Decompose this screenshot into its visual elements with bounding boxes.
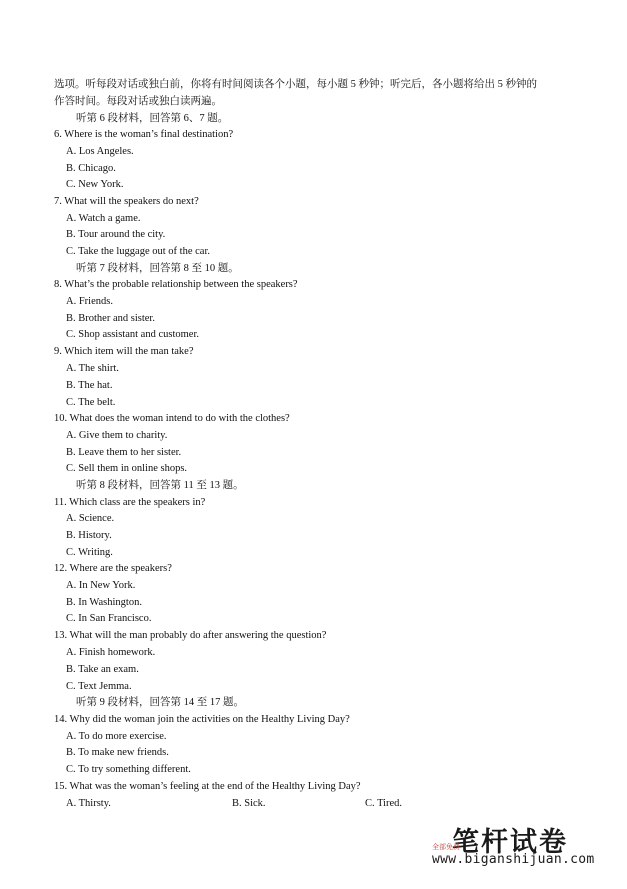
question-12-option-a: A. In New York. (66, 580, 136, 591)
question-11-option-c: C. Writing. (66, 547, 113, 558)
question-10-option-b: B. Leave them to her sister. (66, 447, 182, 458)
question-11-option-a: A. Science. (66, 513, 115, 524)
question-9-stem: 9. Which item will the man take? (54, 346, 194, 357)
question-13-stem: 13. What will the man probably do after answering the question? (54, 630, 327, 641)
question-15-stem: 15. What was the woman’s feeling at the end of the Healthy Living Day? (54, 781, 361, 792)
question-10-option-a: A. Give them to charity. (66, 430, 168, 441)
question-6-option-c: C. New York. (66, 179, 124, 190)
question-8-option-b: B. Brother and sister. (66, 313, 155, 324)
question-7-stem: 7. What will the speakers do next? (54, 196, 199, 207)
question-13-option-a: A. Finish homework. (66, 647, 156, 658)
question-13-option-b: B. Take an exam. (66, 664, 139, 675)
question-14-option-b: B. To make new friends. (66, 747, 169, 758)
section-heading-8: 听第 8 段材料，回答第 11 至 13 题。 (76, 480, 244, 491)
question-14-option-a: A. To do more exercise. (66, 731, 167, 742)
question-12-stem: 12. Where are the speakers? (54, 563, 172, 574)
question-8-stem: 8. What’s the probable relationship between the speakers? (54, 279, 298, 290)
question-9-option-c: C. The belt. (66, 397, 116, 408)
watermark-title: 笔杆试卷 (452, 827, 568, 858)
question-14-stem: 14. Why did the woman join the activities on the Healthy Living Day? (54, 714, 350, 725)
question-10-option-c: C. Sell them in online shops. (66, 463, 188, 474)
intro-line-2: 作答时间。每段对话或独白读两遍。 (54, 96, 222, 107)
watermark-small-text: 全部免费 (432, 843, 460, 851)
question-10-stem: 10. What does the woman intend to do with the clothes? (54, 413, 290, 424)
section-heading-6: 听第 6 段材料，回答第 6、7 题。 (76, 113, 229, 124)
question-13-option-c: C. Text Jemma. (66, 681, 132, 692)
section-heading-7: 听第 7 段材料，回答第 8 至 10 题。 (76, 263, 239, 274)
question-9-option-b: B. The hat. (66, 380, 113, 391)
question-15-option-a: A. Thirsty. (66, 798, 111, 809)
question-6-stem: 6. Where is the woman’s final destination? (54, 129, 234, 140)
question-15-option-c: C. Tired. (365, 798, 403, 809)
section-heading-9: 听第 9 段材料，回答第 14 至 17 题。 (76, 697, 244, 708)
question-6-option-a: A. Los Angeles. (66, 146, 134, 157)
question-11-stem: 11. Which class are the speakers in? (54, 497, 206, 508)
question-9-option-a: A. The shirt. (66, 363, 119, 374)
question-11-option-b: B. History. (66, 530, 112, 541)
question-8-option-c: C. Shop assistant and customer. (66, 329, 199, 340)
watermark-logo (432, 820, 602, 876)
question-7-option-a: A. Watch a game. (66, 213, 141, 224)
question-14-option-c: C. To try something different. (66, 764, 191, 775)
watermark-url: www.biganshijuan.com (432, 852, 595, 867)
question-12-option-c: C. In San Francisco. (66, 613, 152, 624)
intro-line-1: 选项。听每段对话或独白前，你将有时间阅读各个小题，每小题 5 秒钟；听完后，各小题将给出 5 秒钟的 (54, 79, 537, 90)
question-8-option-a: A. Friends. (66, 296, 113, 307)
question-12-option-b: B. In Washington. (66, 597, 142, 608)
question-7-option-b: B. Tour around the city. (66, 229, 166, 240)
question-7-option-c: C. Take the luggage out of the car. (66, 246, 210, 257)
question-15-option-b: B. Sick. (232, 798, 266, 809)
question-6-option-b: B. Chicago. (66, 163, 116, 174)
